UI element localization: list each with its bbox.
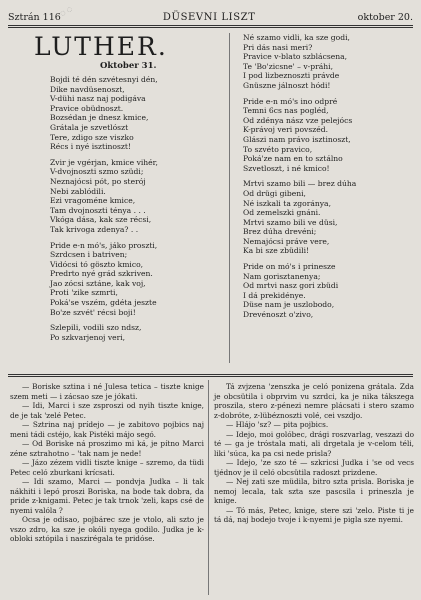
- poem-line: Poká'ze nam en to sztálno: [243, 154, 343, 164]
- prose-paragraph: — Idi szamo, Marci — pondvja Judka – li tak nákhiti i lepó proszi Boriska, na bode tak dobra, da pride z-knigami. Petec je tak trnok 'zeli, kaps csé de nyemi valóla ?: [10, 477, 204, 515]
- prose-paragraph: — Nej zati sze müdila, bitro szta prisla. Boriska je nemoj lecala, tak szta sze pascsila i prineszla je knige.: [214, 477, 414, 505]
- poem-line: Neznajócsi pót, po sterój: [50, 176, 146, 186]
- prose-paragraph: Tá zvjzena 'zenszka je celó ponizena grátala. Zda je obcsütila i obprvim vu szrdci, ka je nika tákszega proszila, stero z-pénezi nemre plácsati i stero szamo z-dobróte, z-lübéznoszti volé, cei vszdjo.: [214, 382, 414, 420]
- prose-paragraph: — Idejo, 'ze szo té — szkricsi Judka i 'se od vecs tjédnov je il celó obcsütila radoszt prizdene.: [214, 458, 414, 477]
- poem-line: Récs i nyé isztinoszt!: [50, 142, 131, 152]
- poem-stanza: [30, 75, 220, 152]
- poem-line: Pride e-n mó's ino odpré: [243, 96, 338, 106]
- poem-line: Glászi nam právo isztinoszt,: [243, 134, 351, 144]
- poem-line: K-právoj veri povszéd.: [243, 125, 328, 135]
- poem-stanza: [243, 33, 418, 91]
- poem-line: Pride e-n mó's, jáko proszti,: [50, 240, 158, 250]
- poem-stanza: [30, 241, 220, 318]
- prose-paragraph: — Tó más, Petec, knige, stere szi 'zelo. Piste ti je tá dá, naj bodejo tvoje i k-nyemi je pigla sze nyemi.: [214, 505, 414, 524]
- poem-line: Düse nam je uszlobodo,: [243, 300, 335, 310]
- issue-date: oktober 20.: [357, 11, 413, 23]
- poem-line: Pri dás nasi meri?: [243, 42, 313, 52]
- poem-stanza: [30, 158, 220, 235]
- poem-line: Jao zócsi sztáne, kak voj,: [50, 278, 146, 288]
- poem-stanza: [243, 97, 418, 174]
- poem-line: I dá prekidénye.: [243, 290, 306, 300]
- poem-line: Te 'Bo'zicsne' – v-práhi,: [243, 61, 333, 71]
- prose-paragraph: — Sztrina naj prídejo — je zabitovo pojbics naj meni tádi cstéjo, kak Pistéki májo segó.: [10, 420, 204, 439]
- poem-line: Tak krivoga zdenya? . .: [50, 224, 139, 234]
- poem-line: Zvir je vgérjan, kmice vihér,: [50, 157, 158, 167]
- prose-paragraph: — Od Boriske ná proszimo mi ká, je pítno Marci zéne sztrahotno – 'tak nam je nede!: [10, 439, 204, 458]
- poem-line: Od drügi gibeni,: [243, 188, 306, 198]
- poem-left-column: [30, 33, 220, 348]
- prose-right-column: [214, 382, 414, 525]
- poem-line: Pride on mó's i prinesze: [243, 262, 336, 272]
- section-rule: [8, 374, 413, 375]
- poem-line: Nemajócsi práve vere,: [243, 236, 330, 246]
- page-number: Sztrán 116: [8, 11, 61, 23]
- prose-paragraph: — Hlájo 'sz? — pita pojbics.: [226, 420, 329, 429]
- poem-line: Ka bi sze zbüdili!: [243, 246, 310, 256]
- poem-line: Szrdcsen i batriven;: [50, 250, 128, 260]
- poem-line: Tam dvojnoszti ténya . . .: [50, 205, 146, 215]
- poem-date: Oktober 31.: [100, 61, 157, 71]
- poem-line: V-dvojnoszti szmo szüdi;: [50, 167, 144, 177]
- poem-line: Drevénoszt o'zivo,: [243, 310, 314, 320]
- header-rule-secondary: [8, 27, 413, 28]
- prose-paragraph: — Idi, Marci i sze zsproszi od nyih tiszte knige, de je tak 'zelé Petec.: [10, 401, 204, 420]
- poem-line: I pod lizbeznoszti právde: [243, 71, 340, 81]
- poem-title: LUTHER.: [34, 32, 168, 61]
- poem-line: Temni 6cs nas pogléd,: [243, 106, 329, 116]
- poem-line: Mrtvi szamo bili ve düsi,: [243, 217, 338, 227]
- poem-line: Nam gorisztanenya;: [243, 271, 321, 281]
- poem-line: Ezi vragoméne kmice,: [50, 196, 136, 206]
- poem-line: To szvéto pravico,: [243, 144, 313, 154]
- poem-line: Pravice obüdnoszt.: [50, 103, 124, 113]
- poem-line: Od mrtvi nasz gori zbüdi: [243, 281, 339, 291]
- poem-line: Proti 'zike szmrti,: [50, 288, 118, 298]
- poem-right-column: [243, 33, 418, 326]
- poem-line: Od zdénya nász vze pelejócs: [243, 115, 353, 125]
- poem-line: Szlepili, vodili szo ndsz,: [50, 323, 142, 333]
- prose-column-divider: [208, 380, 209, 595]
- prose-paragraph: Ocsa je odisao, pojbárec sze je vtolo, ali szto je vszo zdro, ka sze je okóli nyega godilo. Judka je k-obloki sztópila i naszirégala te pridóse.: [10, 515, 204, 543]
- poem-stanza: [30, 323, 220, 342]
- publication-title: DÜSEVNI LISZT: [162, 11, 256, 23]
- poem-line: Bojdi té dén szvétesnyi dén,: [50, 75, 158, 84]
- poem-line: V-dühi nasz naj podigáva: [50, 94, 146, 104]
- poem-line: Pravice v-blato szblácsena,: [243, 52, 348, 62]
- poem-line: Vidócsi tó göszto kmico,: [50, 259, 144, 269]
- poem-stanza: [243, 179, 418, 256]
- poem-line: Grátala je szvetlószt: [50, 122, 129, 132]
- prose-left-column: [10, 382, 204, 544]
- poem-line: Po szkvarjenoj veri,: [50, 332, 126, 342]
- prose-paragraph: — Idejo, moi golóbec, drági roszvarlag, veszazi do té — ga je tróstala mati, ali drgetala je v-celom téli, liki 'súca, ka pa csi nede prisla?: [214, 429, 414, 458]
- poem-line: Né iszkali ta zgoránya,: [243, 198, 331, 208]
- poem-column-divider: [229, 33, 230, 363]
- poem-stanza: [243, 262, 418, 320]
- header-rule: [8, 25, 413, 26]
- poem-line: Predrto nyé grád szkriven.: [50, 269, 153, 279]
- prose-paragraph: — Boriske sztina i né Julesa tetica – tiszte knige szem meti — i zácsao sze je jókati.: [10, 382, 204, 401]
- poem-line: Od zemelszki gnáni.: [243, 208, 321, 218]
- poem-line: Tere, zdigo sze viszko: [50, 132, 134, 142]
- section-rule-secondary: [8, 376, 413, 377]
- poem-line: Dike navdüsenoszt,: [50, 84, 125, 94]
- poem-line: Vkógа dása, kak sze récsi,: [50, 215, 152, 225]
- poem-line: Bo'ze szvét' récsi boji!: [50, 307, 136, 317]
- library-stamp: ◌ ◌: [59, 5, 74, 18]
- poem-line: Szvetloszt, i né kmico!: [243, 163, 330, 173]
- poem-line: Brez dúha drevéni;: [243, 227, 317, 237]
- poem-line: Nebi zablódili.: [50, 186, 106, 196]
- poem-line: Gnüszne jálnoszt hódi!: [243, 80, 331, 90]
- poem-line: Bozsédan je dnesz kmice,: [50, 113, 149, 123]
- poem-line: Mrtvi szamo bili — brez dúha: [243, 179, 357, 189]
- page-header: [8, 10, 413, 24]
- poem-line: Poká'se vszém, gdéta jeszte: [50, 298, 157, 308]
- prose-paragraph: — Jázo zézem vidli tiszte knige – szremo, da tüdi Petec celó zburkani krícsati.: [10, 458, 204, 477]
- poem-line: Né szamo vidli, ka sze godi,: [243, 33, 350, 42]
